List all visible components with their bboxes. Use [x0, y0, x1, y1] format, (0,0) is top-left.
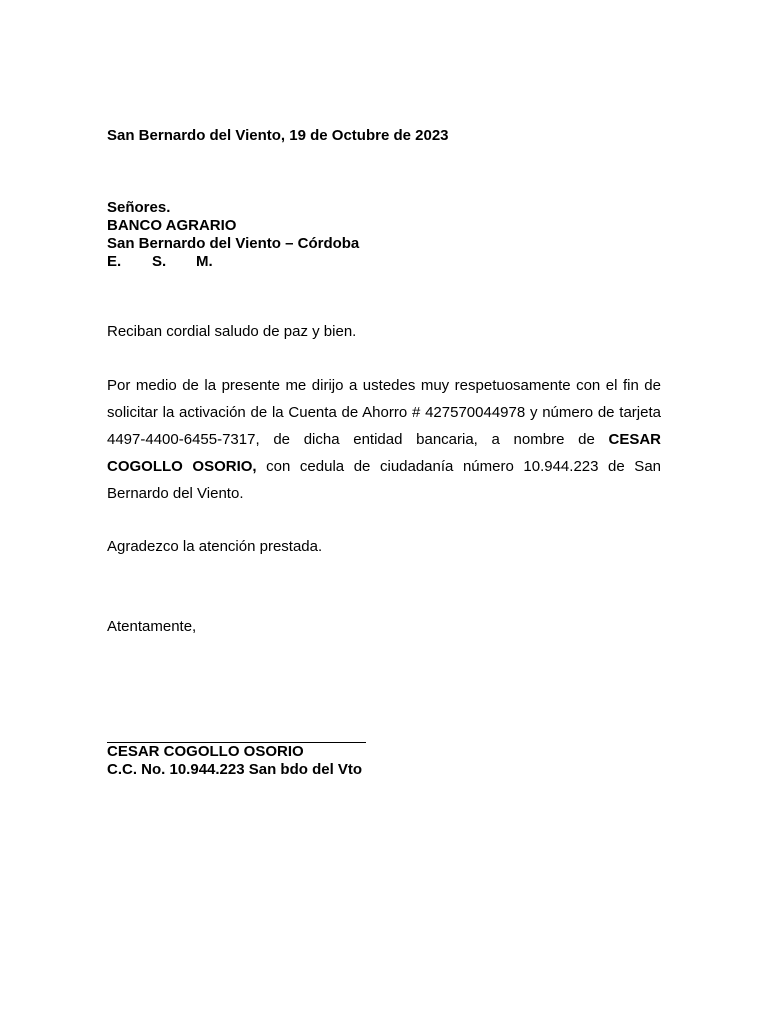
place-date: San Bernardo del Viento, 19 de Octubre de 2023: [107, 127, 449, 144]
esm-m: M.: [196, 253, 213, 270]
recipient-city: San Bernardo del Viento – Córdoba: [107, 235, 360, 252]
closing: Atentamente,: [107, 618, 197, 635]
body-name: CESAR COGOLLO OSORIO,: [107, 431, 661, 475]
recipient-salutation: Señores.: [107, 199, 171, 216]
greeting: Reciban cordial saludo de paz y bien.: [107, 323, 357, 340]
signature-id: C.C. No. 10.944.223 San bdo del Vto: [107, 761, 363, 778]
body-text-2: con cedula de ciudadanía número 10.944.223 de San Bernardo del Viento.: [107, 458, 661, 502]
thanks: Agradezco la atención prestada.: [107, 538, 323, 555]
body-text-1: Por medio de la presente me dirijo a ustedes muy respetuosamente con el fin de solicitar la activación de la Cuenta de Ahorro # 427570044978 y número de tarjeta 4497-4400-6455-7317, de dicha entidad bancaria, a nombre de: [107, 377, 661, 448]
recipient-bank: BANCO AGRARIO: [107, 217, 237, 234]
body-paragraph: [107, 372, 661, 507]
signature-name: CESAR COGOLLO OSORIO: [107, 743, 304, 760]
esm-e: E.: [107, 253, 122, 270]
recipient-esm: [107, 253, 213, 271]
esm-s: S.: [152, 253, 167, 270]
